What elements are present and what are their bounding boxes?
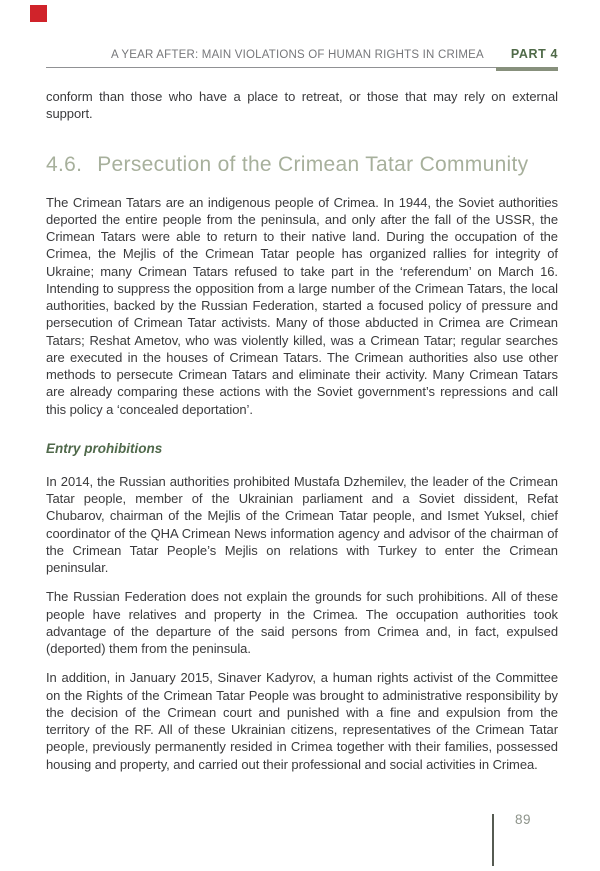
page-number: 89	[515, 812, 532, 827]
part-label: PART 4	[510, 47, 558, 61]
section-title: Persecution of the Crimean Tatar Community	[97, 152, 529, 176]
header-rule-accent	[496, 67, 558, 71]
header-rule-line	[46, 67, 558, 68]
folio-bar	[492, 814, 494, 866]
paragraph-intro: conform than those who have a place to retreat, or those that may rely on external support.	[46, 89, 558, 122]
paragraph-subsection-2: The Russian Federation does not explain the grounds for such prohibitions. All of these people have relatives and property in the Crimea. The occupation authorities took advantage of the departure of the said persons from Crimea and, in fact, expulsed (deported) them from the peninsula.	[46, 589, 558, 656]
page-content	[46, 88, 558, 785]
paragraph-subsection-3: In addition, in January 2015, Sinaver Kadyrov, a human rights activist of the Committee on the Rights of the Crimean Tatar People was brought to administrative responsibility by the decision of the Crimean court and punished with a fine and expulsion from the territory of the RF. All of these Ukrainian citizens, representatives of the Crimean Tatar people, previously permanently resided in Crimea together with their families, possessed housing and property, and carried out their professional and social activities in Crimea.	[46, 670, 558, 772]
subsection-heading: Entry prohibitions	[46, 440, 163, 456]
red-corner-marker	[30, 5, 47, 22]
running-header-row	[46, 47, 558, 61]
section-number: 4.6.	[46, 152, 83, 176]
header-rule	[46, 67, 558, 71]
section-heading	[46, 151, 558, 179]
running-title: A YEAR AFTER: MAIN VIOLATIONS OF HUMAN RIGHTS IN CRIMEA	[111, 49, 484, 61]
paragraph-section-body: The Crimean Tatars are an indigenous people of Crimea. In 1944, the Soviet authorities deported the entire people from the peninsula, and only after the fall of the USSR, the Crimean Tatars were able to return to their native land. During the occupation of the Crimea, the Mejlis of the Crimean Tatar people has organized rallies for integrity of Ukraine; many Crimean Tatars refused to take part in the ‘referendum’ on March 16. Intending to suppress the opposition from a large number of the Crimean Tatars, the local authorities, backed by the Russian Federation, started a focused policy of pressure and persecution of Crimean Tatar activists. Many of those abducted in Crimea are Crimean Tatars; Reshat Ametov, who was violently killed, was a Crimean Tatar; regular searches are executed in the houses of Crimean Tatars. The Crimean authorities also use other methods to persecute Crimean Tatars and eliminate their activity. Many Crimean Tatars are already comparing these actions with the Soviet government’s repressions and call this policy a ‘concealed deportation’.	[46, 194, 558, 417]
page-header	[46, 47, 558, 71]
paragraph-subsection-1: In 2014, the Russian authorities prohibited Mustafa Dzhemilev, the leader of the Crimean Tatar people, member of the Ukrainian parliament and a Soviet dissident, Refat Chubarov, chairman of the Mejlis of the Crimean Tatar people, and Ismet Yuksel, chief coordinator of the QHA Crimean News information agency and advisor of the chairman of the Crimean Tatar People’s Mejlis on relations with Turkey to enter the Crimean peninsular.	[46, 473, 558, 575]
